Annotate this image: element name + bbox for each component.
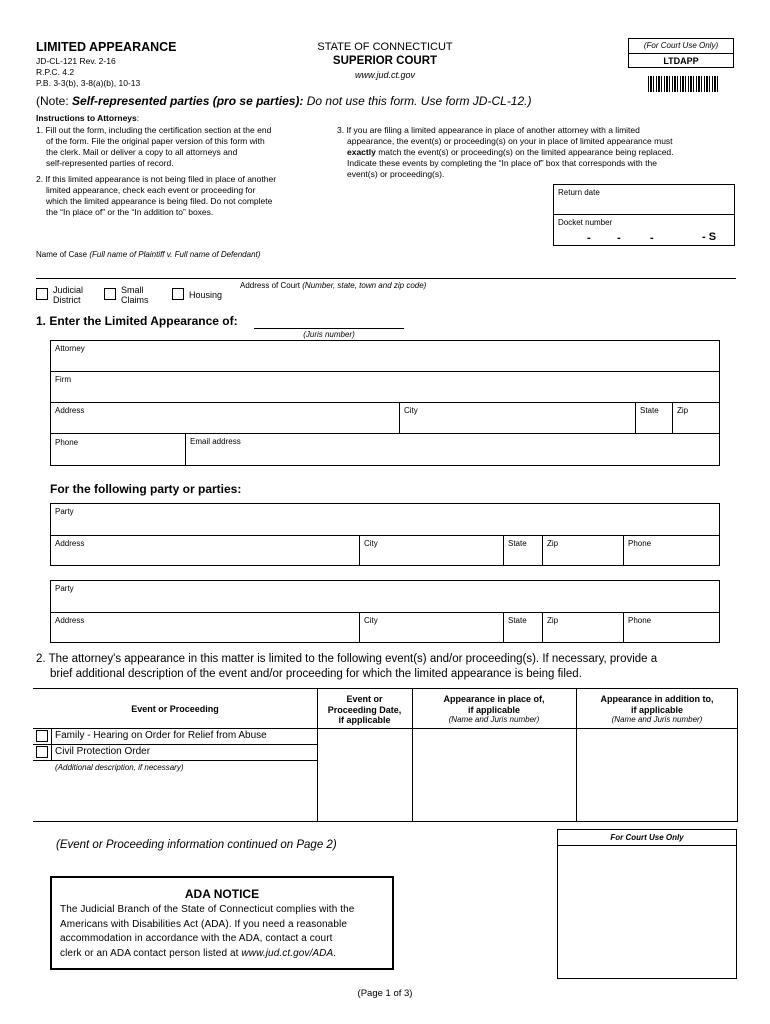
- section-2-text: 2. The attorney's appearance in this matter is limited to the following event(s) and/or proceeding(s). If necessary, provide a brief additional description of the event and/or proceeding for which the limited appearance is being filed.: [36, 653, 658, 680]
- juris-number-label: (Juris number): [303, 330, 355, 339]
- name-of-case-label: Name of Case: [36, 250, 88, 259]
- docket-number-field[interactable]: Docket number - - - - S: [553, 214, 735, 246]
- event-2-label: Civil Protection Order: [55, 746, 151, 757]
- party-2-phone-field[interactable]: Phone: [628, 616, 652, 625]
- judicial-district-checkbox[interactable]: [36, 288, 48, 300]
- form-title: LIMITED APPEARANCE: [36, 40, 177, 54]
- party-2-zip-field[interactable]: Zip: [547, 616, 559, 625]
- col-in-addition-header: Appearance in addition to, if applicable (Name and Juris number): [600, 694, 714, 724]
- continued-note: (Event or Proceeding information continued on Page 2): [56, 839, 337, 851]
- party-1-city-field[interactable]: City: [364, 539, 378, 548]
- party-1-phone-field[interactable]: Phone: [628, 539, 652, 548]
- party-1-state-field[interactable]: State: [508, 539, 527, 548]
- barcode-icon: [648, 76, 718, 92]
- attorney-zip-field[interactable]: Zip: [677, 406, 689, 415]
- housing-label: Housing: [189, 290, 223, 300]
- party-1-zip-field[interactable]: Zip: [547, 539, 559, 548]
- appearance-in-place-field[interactable]: [413, 729, 575, 821]
- event-2-checkbox[interactable]: [36, 746, 48, 758]
- appearance-in-addition-field[interactable]: [577, 729, 737, 821]
- party-2-city-field[interactable]: City: [364, 616, 378, 625]
- page-number: (Page 1 of 3): [357, 988, 413, 999]
- col-in-place-header: Appearance in place of, if applicable (Name and Juris number): [443, 694, 545, 724]
- col-date-header: Event or Proceeding Date, if applicable: [327, 694, 402, 725]
- firm-field[interactable]: Firm: [55, 375, 71, 384]
- address-of-court-field[interactable]: Address of Court (Number, state, town and zip code): [240, 281, 427, 290]
- rules-reference-1: R.P.C. 4.2: [36, 67, 75, 77]
- state-name: STATE OF CONNECTICUT: [317, 41, 453, 53]
- party-2-table: [50, 580, 720, 643]
- court-use-only-box-label: For Court Use Only: [610, 833, 684, 842]
- small-claims-checkbox[interactable]: [104, 288, 116, 300]
- court-use-header-box: [628, 38, 734, 68]
- ada-notice-text: The Judicial Branch of the State of Connecticut complies with the Americans with Disabilities Act (ADA). If you need a reasonable accommodation in accordance with the ADA, contact a court clerk or an ADA contact person listed at www.jud.ct.gov/ADA.: [60, 904, 355, 959]
- return-date-field[interactable]: [553, 184, 735, 214]
- event-1-label: Family - Hearing on Order for Relief from Abuse: [55, 730, 267, 741]
- form-code: LTDAPP: [663, 56, 699, 66]
- party-1-address-field[interactable]: Address: [55, 539, 85, 548]
- additional-description-label: (Additional description, if necessary): [55, 763, 184, 772]
- instruction-2: 2. If this limited appearance is not being filed in place of another limited appearance, check each event or proceeding for which the limited appearance is being filed. Do not complete the “In place of” or the “In addition to” boxes.: [36, 174, 277, 217]
- events-table: [33, 688, 738, 822]
- ada-link[interactable]: www.jud.ct.gov/ADA: [241, 947, 334, 959]
- instructions-heading: Instructions to Attorneys:: [36, 113, 140, 123]
- docket-number-label: Docket number: [558, 218, 613, 227]
- attorney-state-field[interactable]: State: [640, 406, 659, 415]
- party-2-name-field[interactable]: Party: [55, 584, 74, 593]
- ada-notice-box: [50, 876, 394, 970]
- party-1-table: [50, 503, 720, 566]
- instruction-1: 1. Fill out the form, including the certification section at the end of the form. File the original paper version of this form with the clerk. Mail or deliver a copy to all attorneys and self-represented parties of record.: [36, 125, 272, 168]
- attorney-phone-field[interactable]: Phone: [55, 438, 79, 447]
- return-date-label: Return date: [558, 188, 600, 197]
- event-date-field[interactable]: [318, 729, 411, 821]
- court-website: www.jud.ct.gov: [354, 70, 416, 80]
- court-name: SUPERIOR COURT: [332, 55, 438, 67]
- attorney-city-field[interactable]: City: [404, 406, 418, 415]
- parties-heading: For the following party or parties:: [50, 482, 242, 496]
- court-use-only-label: (For Court Use Only): [643, 41, 719, 50]
- form-number: JD-CL-121 Rev. 2-16: [36, 56, 116, 66]
- attorney-info-table: [50, 340, 720, 466]
- additional-description-field[interactable]: [52, 774, 316, 820]
- rules-reference-2: P.B. 3-3(b), 3-8(a)(b), 10-13: [36, 78, 141, 88]
- instruction-3: 3. If you are filing a limited appearance in place of another attorney with a limited appearance, the event(s) or proceeding(s) on your in place of limited appearance must exactly match the event(s) or proceeding(s) on the limited appearance being replaced. Indicate these events by completing the “In place of” box that corresponds with the event(s) or proceeding(s).: [337, 125, 674, 179]
- attorney-address-field[interactable]: Address: [55, 406, 85, 415]
- col-event-header: Event or Proceeding: [131, 704, 219, 714]
- attorney-email-field[interactable]: Email address: [190, 437, 241, 446]
- party-1-name-field[interactable]: Party: [55, 507, 74, 516]
- juris-number-field[interactable]: [254, 314, 404, 329]
- small-claims-label: Small Claims: [121, 285, 149, 305]
- address-of-court-label: Address of Court: [240, 281, 301, 290]
- ada-notice-title: ADA NOTICE: [184, 887, 260, 901]
- party-2-state-field[interactable]: State: [508, 616, 527, 625]
- self-represented-note: (Note: Self-represented parties (pro se parties): Do not use this form. Use form JD-CL-12.): [36, 94, 532, 108]
- housing-checkbox[interactable]: [172, 288, 184, 300]
- attorney-field[interactable]: Attorney: [55, 344, 85, 353]
- event-1-checkbox[interactable]: [36, 730, 48, 742]
- name-of-case-field[interactable]: Name of Case (Full name of Plaintiff v. Full name of Defendant): [36, 247, 736, 279]
- party-2-address-field[interactable]: Address: [55, 616, 85, 625]
- judicial-district-label: Judicial District: [53, 285, 84, 305]
- court-use-only-box: [557, 829, 737, 979]
- section-1-heading: 1. Enter the Limited Appearance of:: [36, 314, 238, 328]
